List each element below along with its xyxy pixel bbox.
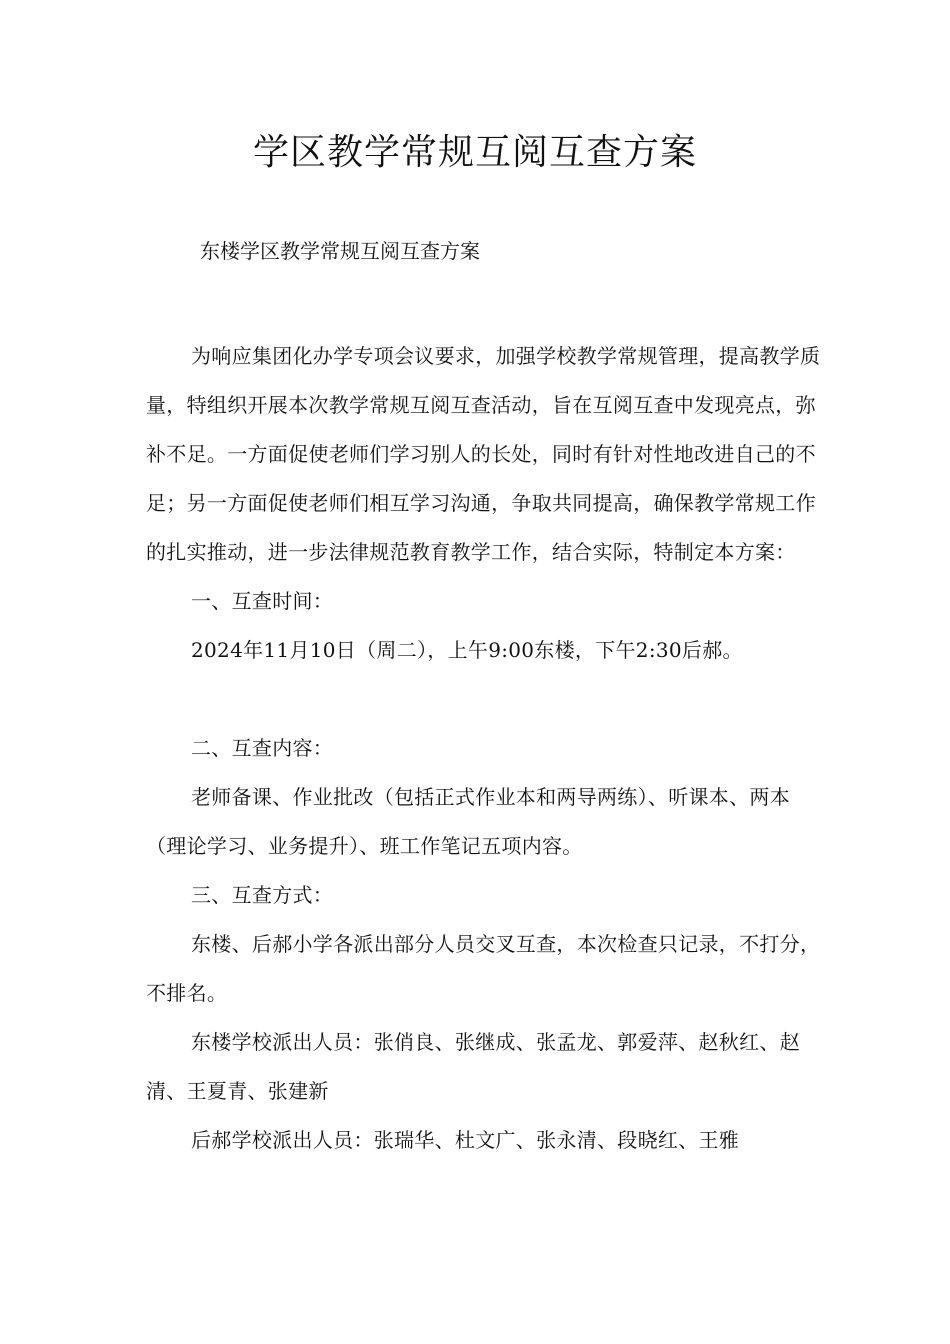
section-3-text: 东楼、后郝小学各派出部分人员交叉互查，本次检查只记录，不打分，不排名。 xyxy=(146,932,821,1005)
document-title: 学区教学常规互阅互查方案 xyxy=(252,132,697,173)
houhao-staff-list: 后郝学校派出人员：张瑞华、杜文广、张永清、段晓红、王雅 xyxy=(191,1128,740,1152)
section-2-text: 老师备课、作业批改（包括正式作业本和两导两练）、听课本、两本（理论学习、业务提升）、班工作笔记五项内容。 xyxy=(146,785,790,858)
document-subtitle: 东楼学区教学常规互阅互查方案 xyxy=(200,239,480,263)
section-2-heading: 二、互查内容： xyxy=(191,736,334,760)
section-3-heading: 三、互查方式： xyxy=(191,883,334,907)
donglou-staff-list: 东楼学校派出人员：张俏良、张继成、张孟龙、郭爱萍、赵秋红、赵 清、王夏青、张建新 xyxy=(146,1030,800,1103)
section-1-heading: 一、互查时间： xyxy=(191,589,334,613)
section-1-text: 2024年11月10日（周二），上午9:00东楼，下午2:30后郝。 xyxy=(191,638,743,662)
document-body xyxy=(146,332,826,1165)
blank-line xyxy=(146,675,826,724)
intro-paragraph: 为响应集团化办学专项会议要求，加强学校教学常规管理，提高教学质量，特组织开展本次教学常规互阅互查活动，旨在互阅互查中发现亮点，弥补不足。一方面促使老师们学习别人的长处，同时有针对性地改进自己的不足；另一方面促使老师们相互学习沟通，争取共同提高，确保教学常规工作的扎实推动，进一步法律规范教育教学工作，结合实际，特制定本方案： xyxy=(146,344,821,564)
